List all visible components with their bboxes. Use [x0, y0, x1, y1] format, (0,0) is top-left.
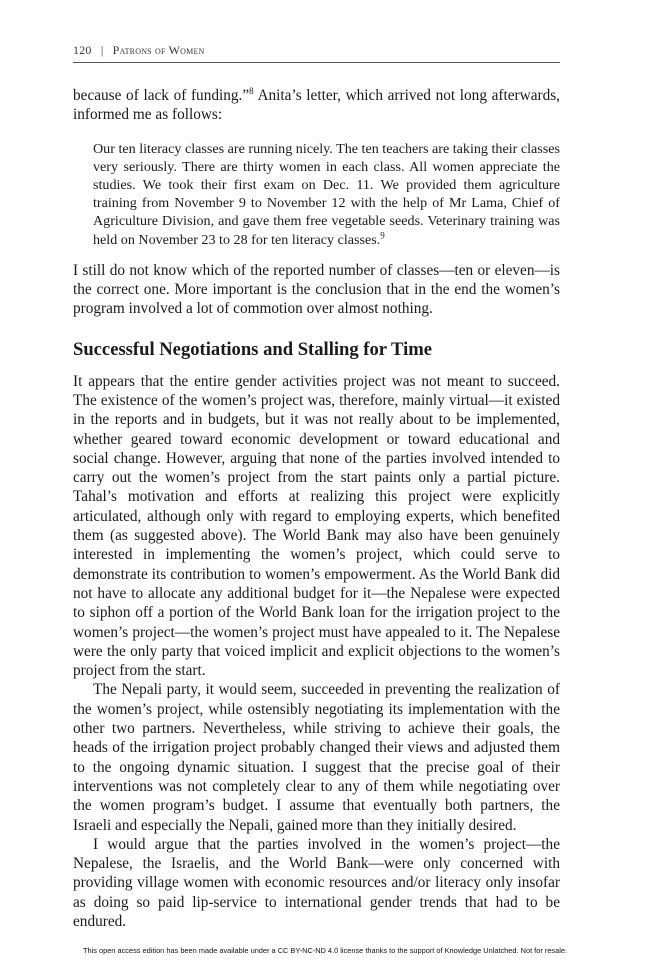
section-heading: Successful Negotiations and Stalling for Time	[73, 338, 433, 360]
book-title: Patrons of Women	[112, 43, 205, 57]
paragraph-1	[73, 86, 560, 125]
paragraph-1-text: because of lack of funding.”	[73, 87, 250, 104]
paragraph-4: The Nepali party, it would seem, succeeded in preventing the realization of the women’s project, while ostensibly negotiating its implementation with the other two partners. Nevertheless, while striving to achieve their goals, the heads of the irrigation project probably changed their views and adjusted them to the ongoing dynamic situation. I suggest that the precise goal of their interventions was not completely clear to any of them while negotiating over the women program’s budget. I assume that eventually both partners, the Israeli and especially the Nepali, gained more than they initially desired.	[73, 681, 560, 834]
footnote-ref-9: 9	[380, 229, 385, 240]
license-notice: This open access edition has been made available under a CC BY-NC-ND 4.0 license thanks to the support of Knowledge Unlatched. Not for resale.	[82, 946, 568, 955]
page-body	[73, 86, 560, 931]
paragraph-3: It appears that the entire gender activities project was not meant to succeed. The existence of the women’s project was, therefore, mainly virtual—it existed in the reports and in budgets, but it was not really about to be implemented, whether geared toward economic development or toward educational and social change. However, arguing that none of the parties involved intended to carry out the women’s project from the start paints only a partial picture. Tahal’s motivation and efforts at realizing this project were explicitly articulated, although only with regard to employing experts, which benefited them (as suggested above). The World Bank may also have been genuinely interested in implementing the women’s project, which could serve to demonstrate its contribution to women’s empowerment. As the World Bank did not have to allocate any additional budget for it—the Nepalese were expected to siphon off a portion of the World Bank loan for the irrigation project to the women’s project—the women’s project must have appealed to it. The Nepalese were the only party that voiced implicit and explicit objections to the women’s project from the start.	[73, 372, 560, 680]
header-rule	[73, 62, 560, 63]
running-head	[73, 43, 560, 58]
paragraph-5: I would argue that the parties involved in the women’s project—the Nepalese, the Israelis, and the World Bank—were only concerned with providing village women with economic resources and/or literacy only insofar as doing so paid lip-service to international gender trends that had to be endured.	[73, 835, 560, 931]
block-quote-text: Our ten literacy classes are running nicely. The ten teachers are taking their classes very seriously. There are thirty women in each class. All women appreciate the studies. We took their first exam on Dec. 11. We provided them agriculture training from November 9 to November 12 with the help of Mr Lama, Chief of Agriculture Division, and gave them free vegetable seeds. Veterinary training was held on November 23 to 28 for ten literacy classes.	[93, 140, 560, 248]
header-separator: |	[100, 43, 104, 57]
page-number: 120	[73, 43, 92, 57]
block-quote	[93, 140, 560, 249]
paragraph-1-rest: Anita’s letter, which arrived not long afterwards, informed me as follows:	[73, 87, 560, 124]
footnote-ref-8: 8	[249, 85, 254, 96]
paragraph-2: I still do not know which of the reported number of classes—ten or eleven—is the correct one. More important is the conclusion that in the end the women’s program involved a lot of commotion over almost nothing.	[73, 261, 560, 318]
